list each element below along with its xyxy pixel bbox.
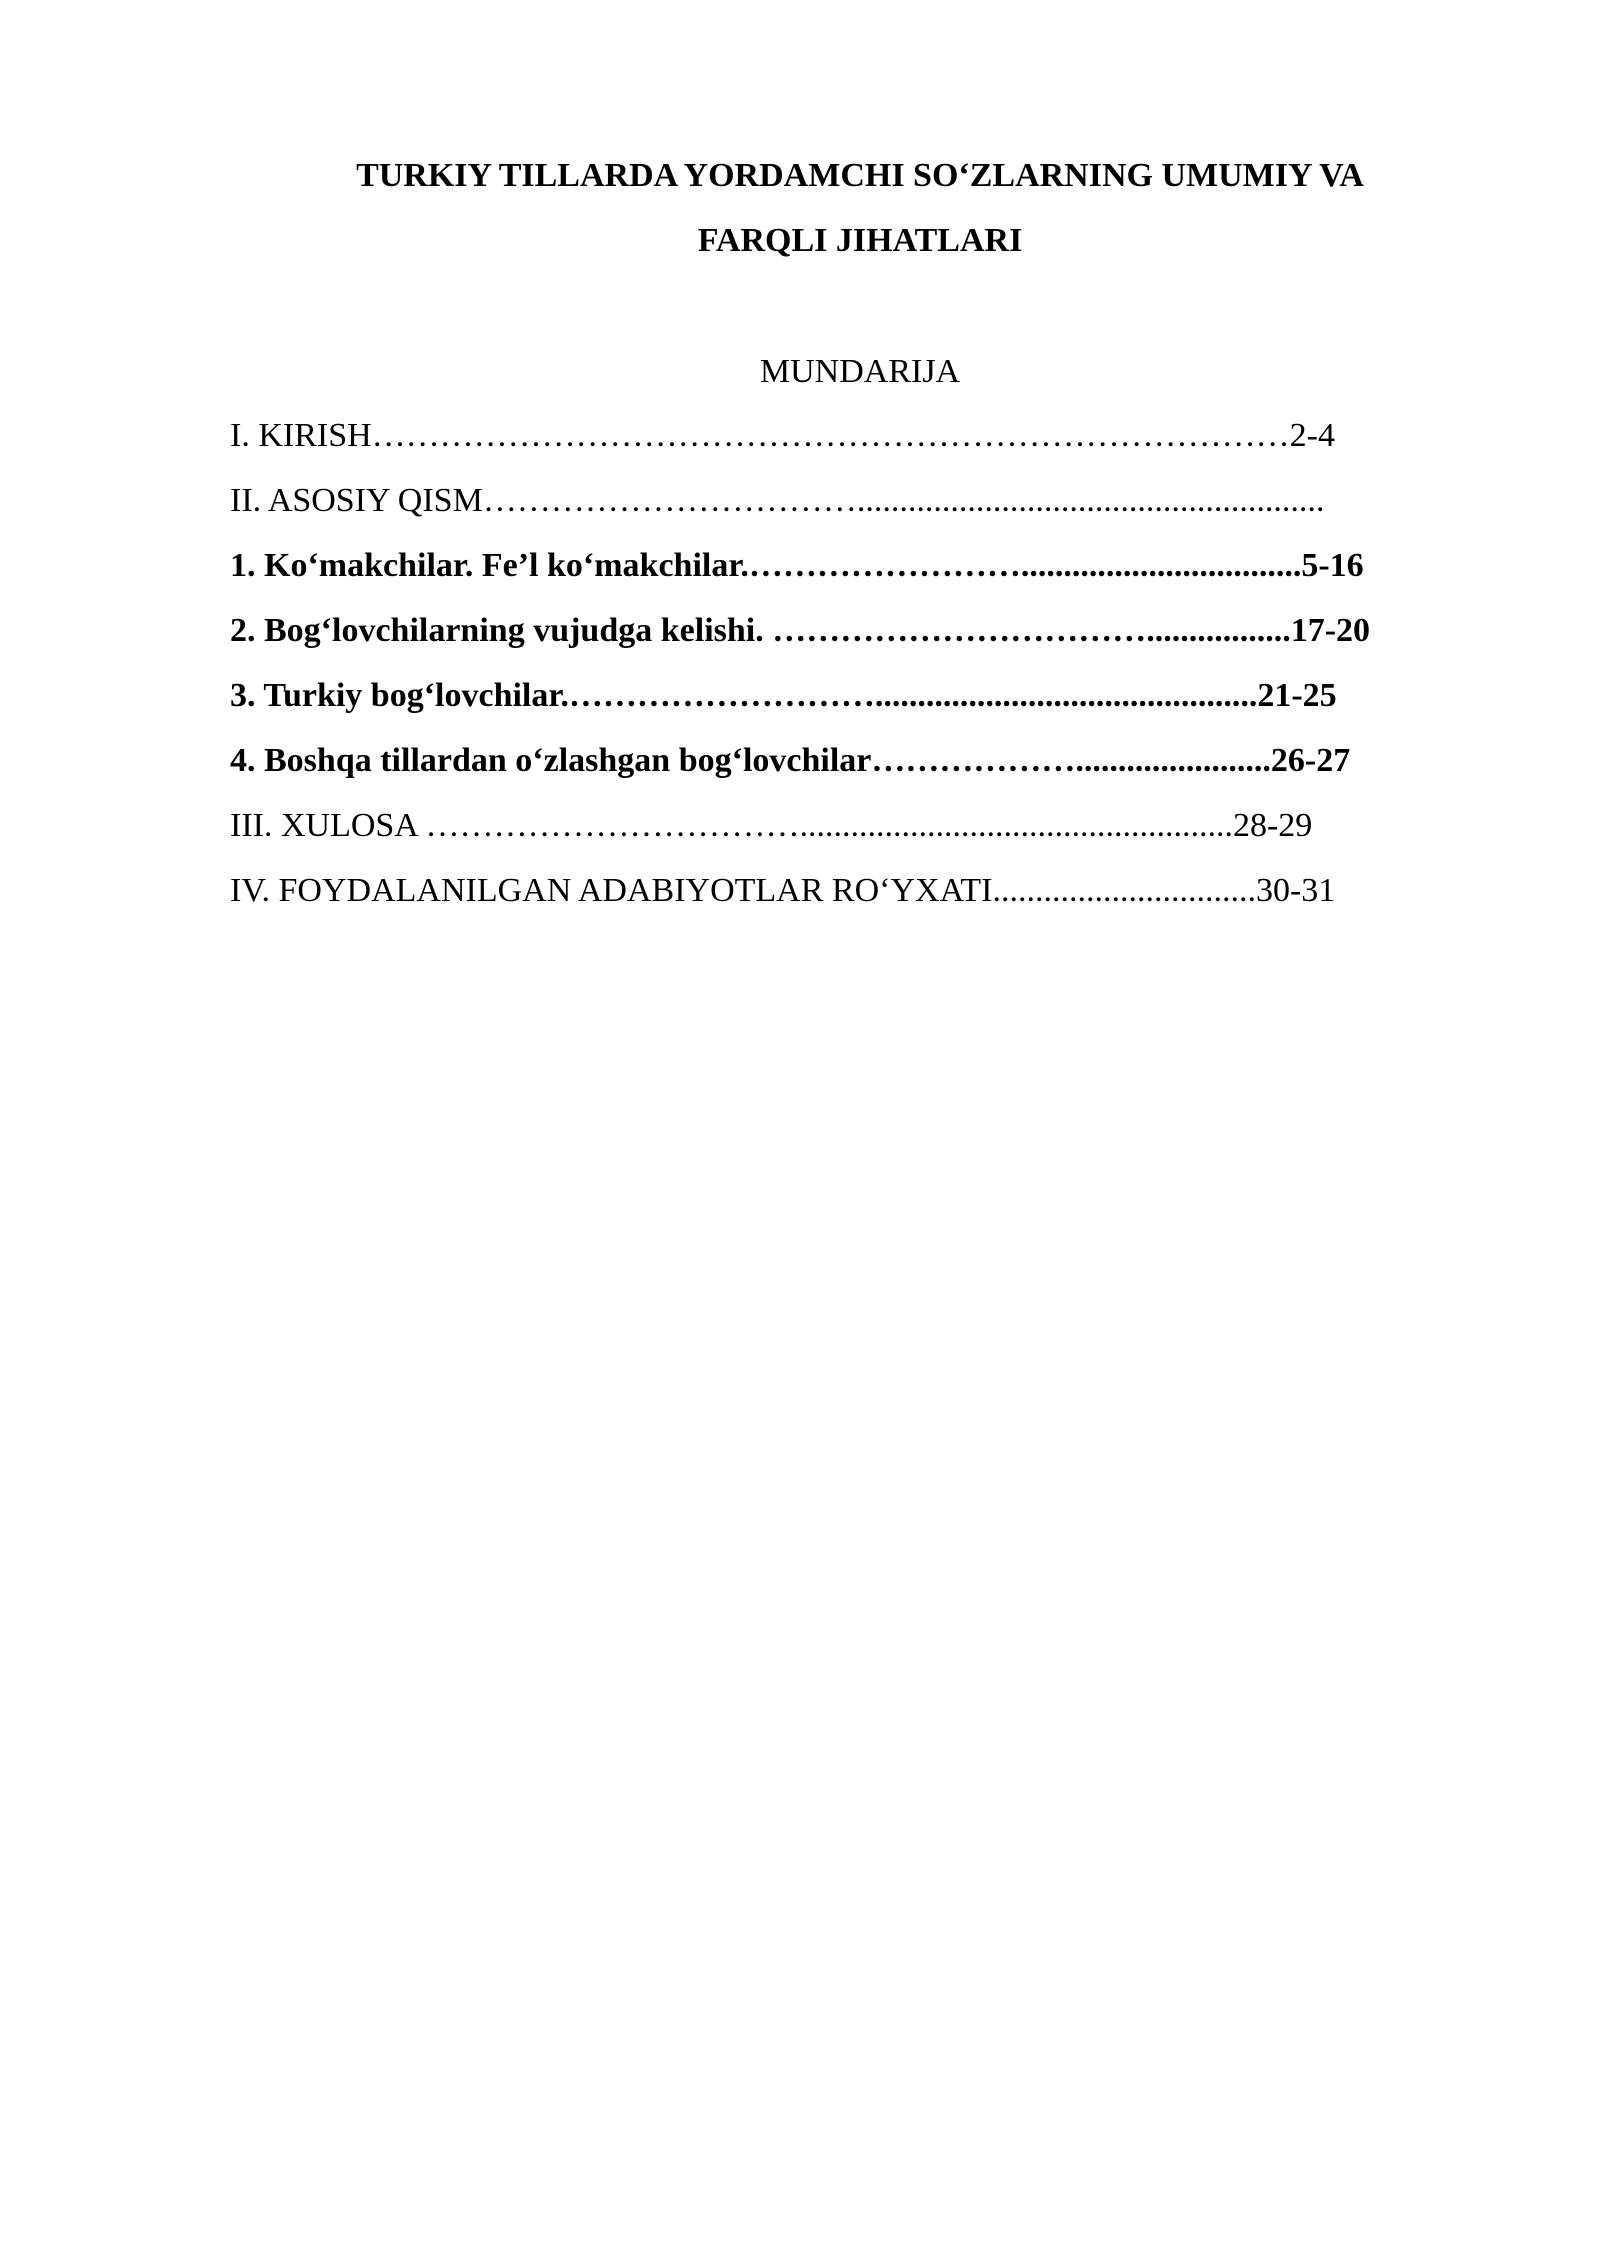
document-title-line-1: TURKIY TILLARDA YORDAMCHI SO‘ZLARNING UMUMIY VA: [356, 157, 1364, 194]
toc-item-conclusion: III. XULOSA ……………………………...................................................28-29: [230, 807, 1313, 844]
toc-item-section-2: 2. Bog‘lovchilarning vujudga kelishi. …………………………….................17-20: [230, 612, 1371, 649]
toc-item-introduction: I. KIRISH………………………………………………………………………2-4: [230, 417, 1335, 454]
toc-item-references: IV. FOYDALANILGAN ADABIYOTLAR RO‘YXATI...............................30-31: [230, 872, 1336, 909]
toc-item-main-part: II. ASOSIY QISM…………………………….......................................................: [230, 482, 1325, 519]
toc-item-section-3: 3. Turkiy bog‘lovchilar.……………………….............................................21-25: [230, 677, 1337, 714]
toc-item-section-1: 1. Ko‘makchilar. Fe’l ko‘makchilar.…………………….................................5-16: [230, 547, 1364, 584]
toc-heading: MUNDARIJA: [759, 353, 961, 390]
document-title-line-2: FARQLI JIHATLARI: [697, 222, 1023, 259]
toc-item-section-4: 4. Boshqa tillardan o‘zlashgan bog‘lovchilar……………….......................26-27: [230, 742, 1351, 779]
